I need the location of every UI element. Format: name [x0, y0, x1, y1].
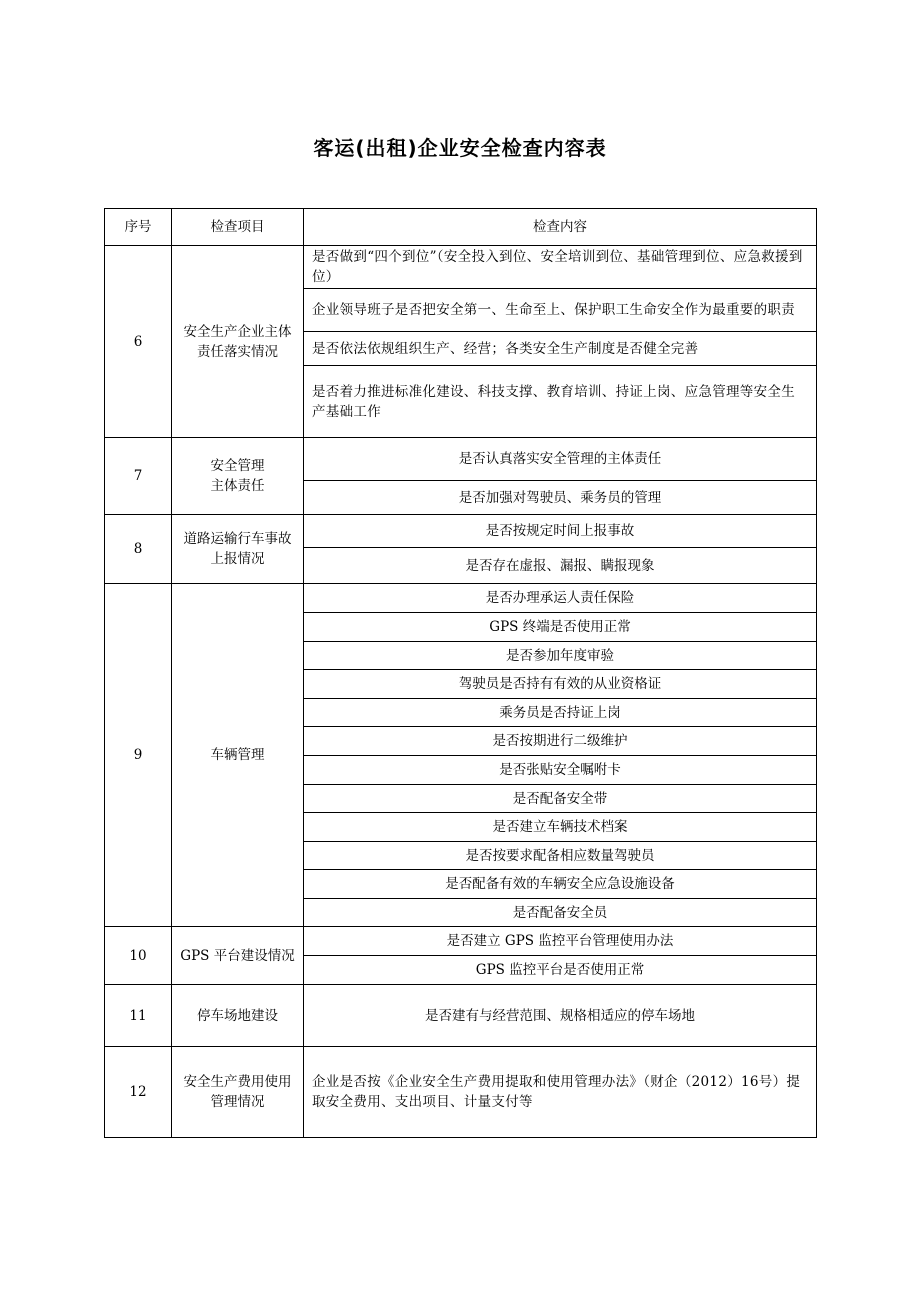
- content-cell: 是否认真落实安全管理的主体责任: [304, 438, 817, 481]
- content-cell: 是否做到“四个到位”（安全投入到位、安全培训到位、基础管理到位、应急救援到位）: [304, 246, 817, 289]
- row-number: 12: [105, 1047, 172, 1138]
- table-row: [105, 515, 817, 548]
- content-cell: 是否建有与经营范围、规格相适应的停车场地: [304, 985, 817, 1047]
- content-cell: 是否配备有效的车辆安全应急设施设备: [304, 870, 817, 899]
- content-cell: 是否办理承运人责任保险: [304, 584, 817, 613]
- table-header-row: [105, 209, 817, 246]
- content-cell: 乘务员是否持证上岗: [304, 699, 817, 727]
- row-item: 安全生产企业主体责任落实情况: [172, 246, 304, 438]
- content-cell: 是否依法依规组织生产、经营；各类安全生产制度是否健全完善: [304, 332, 817, 366]
- inspection-table: [104, 208, 817, 1138]
- content-cell: GPS 监控平台是否使用正常: [304, 956, 817, 985]
- row-item: GPS 平台建设情况: [172, 927, 304, 985]
- row-item-line: 安全管理: [210, 458, 265, 474]
- content-cell: 驾驶员是否持有有效的从业资格证: [304, 670, 817, 699]
- row-item: 车辆管理: [172, 584, 304, 927]
- content-cell: 是否配备安全带: [304, 785, 817, 813]
- row-item: 道路运输行车事故上报情况: [172, 515, 304, 584]
- content-cell: 是否参加年度审验: [304, 642, 817, 670]
- content-cell: 是否加强对驾驶员、乘务员的管理: [304, 481, 817, 515]
- table-row: [105, 246, 817, 289]
- row-item-line: 主体责任: [210, 478, 265, 494]
- content-cell: 是否按期进行二级维护: [304, 727, 817, 756]
- content-cell: 是否按要求配备相应数量驾驶员: [304, 842, 817, 870]
- row-number: 6: [105, 246, 172, 438]
- content-cell: 是否建立车辆技术档案: [304, 813, 817, 842]
- header-item: 检查项目: [172, 209, 304, 246]
- content-cell: 是否着力推进标准化建设、科技支撑、教育培训、持证上岗、应急管理等安全生产基础工作: [304, 366, 817, 438]
- row-number: 10: [105, 927, 172, 985]
- content-cell: 企业领导班子是否把安全第一、生命至上、保护职工生命安全作为最重要的职责: [304, 289, 817, 332]
- content-cell: 是否配备安全员: [304, 899, 817, 927]
- row-number: 8: [105, 515, 172, 584]
- table-row: [105, 985, 817, 1047]
- row-number: 11: [105, 985, 172, 1047]
- table-row: [105, 1047, 817, 1138]
- table-row: [105, 927, 817, 956]
- header-content: 检查内容: [304, 209, 817, 246]
- row-number: 9: [105, 584, 172, 927]
- header-no: 序号: [105, 209, 172, 246]
- table-row: [105, 438, 817, 481]
- row-number: 7: [105, 438, 172, 515]
- row-item: 安全生产费用使用管理情况: [172, 1047, 304, 1138]
- content-cell: 是否建立 GPS 监控平台管理使用办法: [304, 927, 817, 956]
- content-cell: 是否存在虚报、漏报、瞒报现象: [304, 548, 817, 584]
- row-item: 停车场地建设: [172, 985, 304, 1047]
- row-item: [172, 438, 304, 515]
- content-cell: 是否张贴安全嘱咐卡: [304, 756, 817, 785]
- content-cell: 是否按规定时间上报事故: [304, 515, 817, 548]
- table-row: [105, 584, 817, 613]
- content-cell: GPS 终端是否使用正常: [304, 613, 817, 642]
- page-title: 客运(出租)企业安全检查内容表: [313, 136, 607, 160]
- content-cell: 企业是否按《企业安全生产费用提取和使用管理办法》（财企（2012）16号）提取安全费用、支出项目、计量支付等: [304, 1047, 817, 1138]
